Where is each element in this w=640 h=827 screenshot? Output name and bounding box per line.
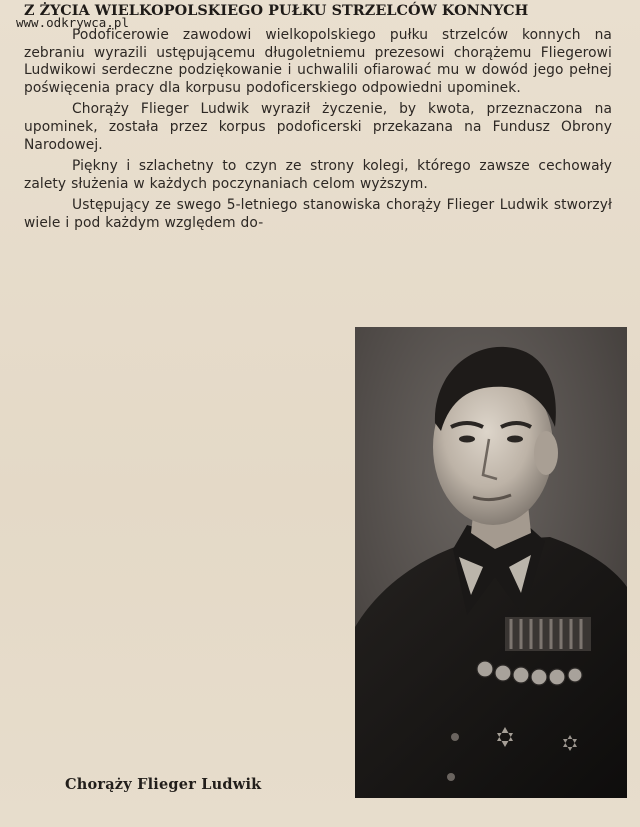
paragraph-2: Chorąży Flieger Ludwik wyraził życzenie, by kwota, przeznaczona na upominek, została przez korpus podoficerski przekazana na Fundusz Obrony Narodowej.	[24, 101, 612, 153]
paragraph-1: Podoficerowie zawodowi wielkopolskiego pułku strzelców konnych na zebraniu wyrazili ustępującemu długoletniemu prezesowi chorążemu Fliegerowi Ludwikowi serdeczne podziękowanie i uchwalili ofiarować mu w dowód jego pełnej poświęcenia pracy dla korpusu podoficerskiego odpowiedni upominek.	[24, 27, 612, 96]
paragraph-4: Ustępujący ze swego 5-letniego stanowiska chorąży Flieger Ludwik stworzył wiele i pod każdym względem do-	[24, 197, 612, 231]
portrait-illustration	[355, 327, 627, 798]
photo-caption: Chorąży Flieger Ludwik	[65, 776, 262, 793]
portrait-photo	[355, 327, 627, 798]
article-heading: Z ŻYCIA WIELKOPOLSKIEGO PUŁKU STRZELCÓW KONNYCH	[24, 2, 529, 19]
article-body	[24, 27, 612, 233]
site-watermark: www.odkrywca.pl	[16, 15, 129, 30]
paragraph-3: Piękny i szlachetny to czyn ze strony kolegi, którego zawsze cechowały zalety służenia w każdych poczynaniach celom wyższym.	[24, 158, 612, 192]
